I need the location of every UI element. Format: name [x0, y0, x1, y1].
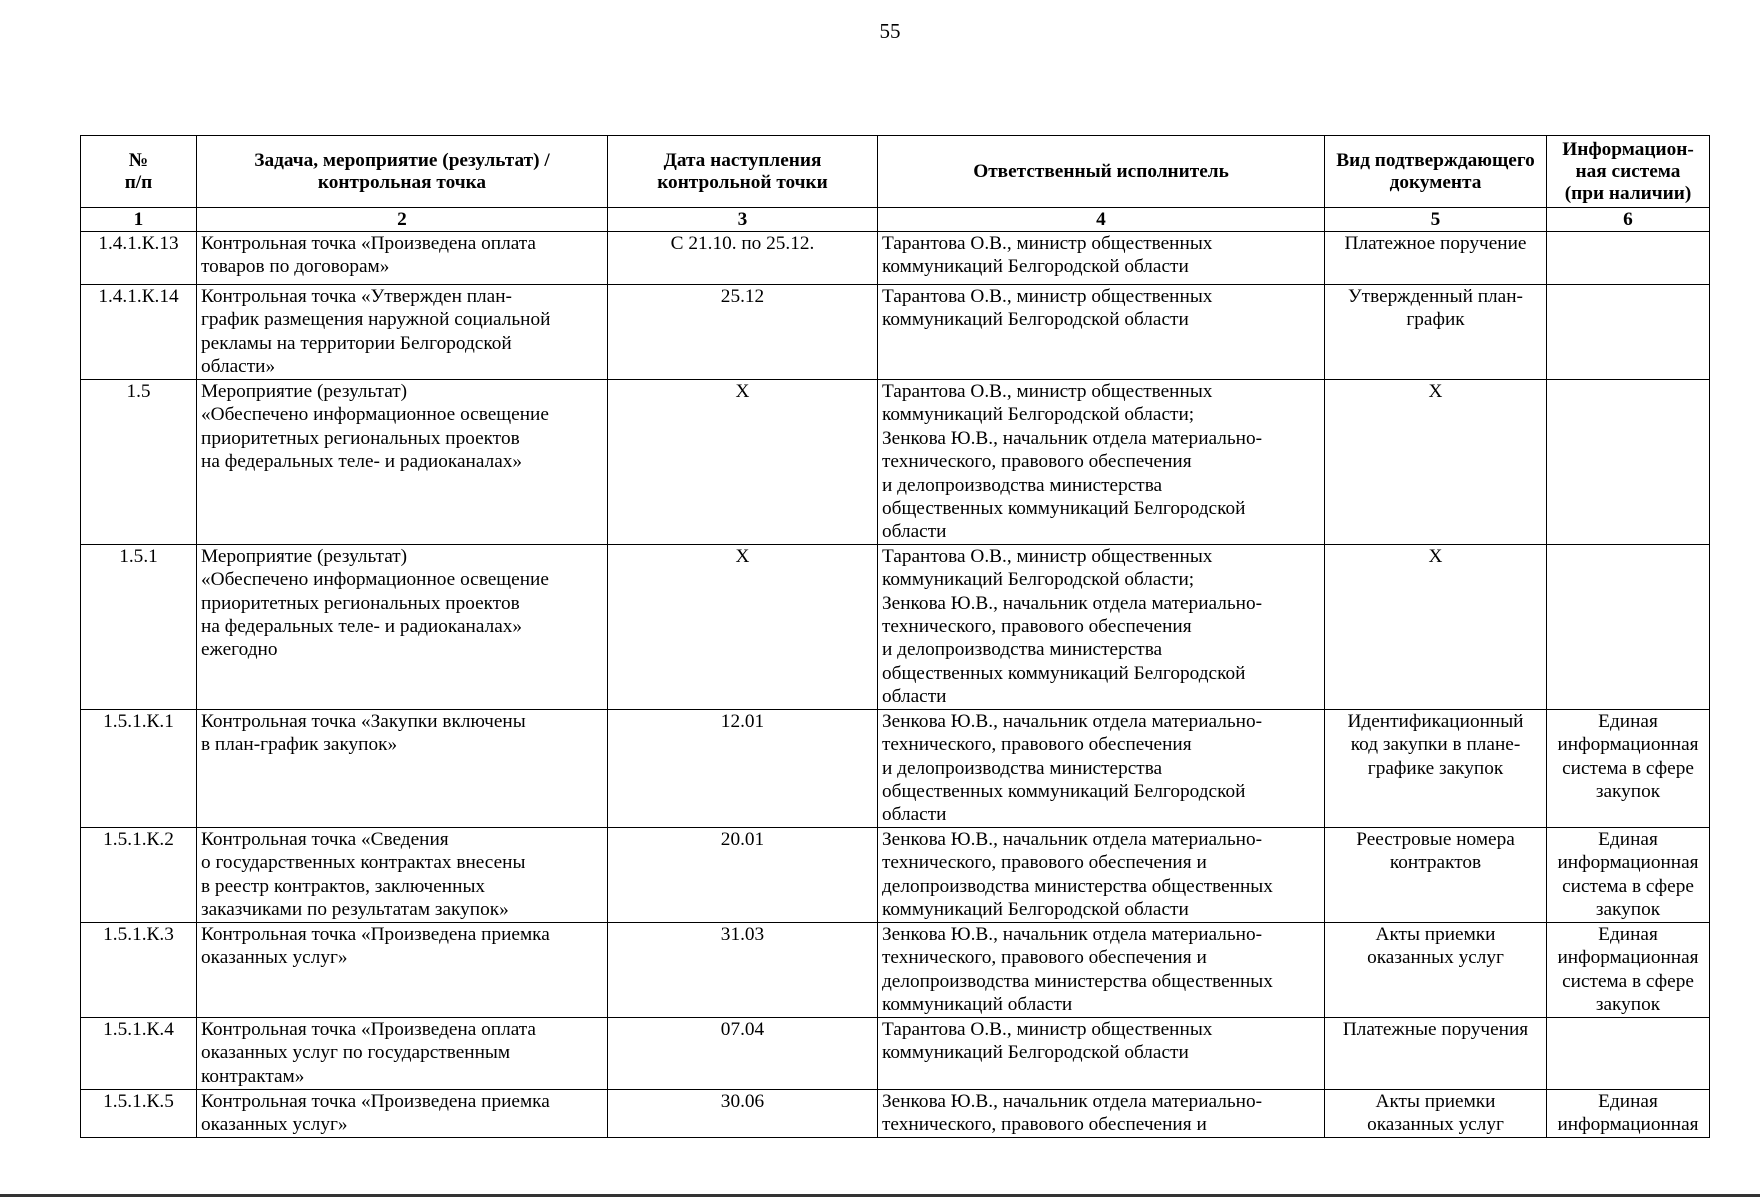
table-header-row	[81, 136, 1710, 208]
row-system: Единая информационная система в сфере закупок	[1547, 827, 1710, 922]
row-document: Платежное поручение	[1325, 232, 1547, 285]
row-number: 1.4.1.К.13	[81, 232, 197, 285]
row-task: Контрольная точка «Произведена приемка оказанных услуг»	[197, 1089, 608, 1137]
header-executor: Ответственный исполнитель	[878, 136, 1325, 208]
row-task: Контрольная точка «Произведена оплата оказанных услуг по государственным контрактам»	[197, 1017, 608, 1089]
row-document: X	[1325, 380, 1547, 545]
row-document: Идентификационный код закупки в плане- графике закупок	[1325, 709, 1547, 827]
row-date: 25.12	[608, 285, 878, 380]
row-task: Мероприятие (результат) «Обеспечено информационное освещение приоритетных региональных проектов на федеральных теле- и радиоканалах»	[197, 380, 608, 545]
row-number: 1.5.1.К.3	[81, 922, 197, 1017]
row-system	[1547, 380, 1710, 545]
row-task: Контрольная точка «Утвержден план- график размещения наружной социальной рекламы на территории Белгородской области»	[197, 285, 608, 380]
row-executor: Тарантова О.В., министр общественных коммуникаций Белгородской области	[878, 285, 1325, 380]
row-document: X	[1325, 544, 1547, 709]
row-number: 1.5	[81, 380, 197, 545]
table-row	[81, 232, 1710, 285]
row-system	[1547, 1017, 1710, 1089]
header-document: Вид подтверждающего документа	[1325, 136, 1547, 208]
row-task: Мероприятие (результат) «Обеспечено информационное освещение приоритетных региональных проектов на федеральных теле- и радиоканалах» ежегодно	[197, 544, 608, 709]
row-task: Контрольная точка «Произведена приемка оказанных услуг»	[197, 922, 608, 1017]
row-system	[1547, 285, 1710, 380]
row-task: Контрольная точка «Произведена оплата товаров по договорам»	[197, 232, 608, 285]
row-date: X	[608, 544, 878, 709]
row-number: 1.5.1.К.2	[81, 827, 197, 922]
row-document: Платежные поручения	[1325, 1017, 1547, 1089]
row-system	[1547, 544, 1710, 709]
row-number: 1.5.1.К.5	[81, 1089, 197, 1137]
column-number: 2	[197, 208, 608, 232]
table-row	[81, 544, 1710, 709]
table-row	[81, 709, 1710, 827]
row-number: 1.5.1	[81, 544, 197, 709]
row-executor: Зенкова Ю.В., начальник отдела материально- технического, правового обеспечения и делопроизводства министерства общественных коммуникаций Белгородской области	[878, 827, 1325, 922]
row-document: Акты приемки оказанных услуг	[1325, 922, 1547, 1017]
row-date: 12.01	[608, 709, 878, 827]
row-executor: Тарантова О.В., министр общественных коммуникаций Белгородской области	[878, 232, 1325, 285]
row-task: Контрольная точка «Закупки включены в план-график закупок»	[197, 709, 608, 827]
row-date: 20.01	[608, 827, 878, 922]
row-date: X	[608, 380, 878, 545]
row-task: Контрольная точка «Сведения о государственных контрактах внесены в реестр контрактов, заключенных заказчиками по результатам закупок»	[197, 827, 608, 922]
table-row	[81, 380, 1710, 545]
table-row	[81, 922, 1710, 1017]
column-number: 5	[1325, 208, 1547, 232]
row-date: 07.04	[608, 1017, 878, 1089]
row-system	[1547, 232, 1710, 285]
table-row	[81, 285, 1710, 380]
row-system: Единая информационная система в сфере закупок	[1547, 709, 1710, 827]
header-date: Дата наступления контрольной точки	[608, 136, 878, 208]
row-number: 1.4.1.К.14	[81, 285, 197, 380]
row-executor: Тарантова О.В., министр общественных коммуникаций Белгородской области	[878, 1017, 1325, 1089]
row-document: Реестровые номера контрактов	[1325, 827, 1547, 922]
row-executor: Зенкова Ю.В., начальник отдела материально- технического, правового обеспечения и	[878, 1089, 1325, 1137]
column-number: 6	[1547, 208, 1710, 232]
row-date: С 21.10. по 25.12.	[608, 232, 878, 285]
row-executor: Тарантова О.В., министр общественных коммуникаций Белгородской области; Зенкова Ю.В., начальник отдела материально- технического, правового обеспечения и делопроизводства министерства общественных коммуникаций Белгородской области	[878, 380, 1325, 545]
row-number: 1.5.1.К.1	[81, 709, 197, 827]
column-number: 4	[878, 208, 1325, 232]
column-number: 1	[81, 208, 197, 232]
page-number: 55	[879, 19, 901, 43]
header-task: Задача, мероприятие (результат) / контрольная точка	[197, 136, 608, 208]
header-system: Информацион- ная система (при наличии)	[1547, 136, 1710, 208]
page-bottom-rule	[0, 1194, 1760, 1197]
row-system: Единая информационная система в сфере закупок	[1547, 922, 1710, 1017]
row-date: 30.06	[608, 1089, 878, 1137]
table-row	[81, 827, 1710, 922]
row-executor: Зенкова Ю.В., начальник отдела материально- технического, правового обеспечения и делопроизводства министерства общественных коммуникаций Белгородской области	[878, 709, 1325, 827]
column-numbers-row	[81, 208, 1710, 232]
table-row	[81, 1017, 1710, 1089]
row-date: 31.03	[608, 922, 878, 1017]
row-document: Утвержденный план- график	[1325, 285, 1547, 380]
row-executor: Тарантова О.В., министр общественных коммуникаций Белгородской области; Зенкова Ю.В., начальник отдела материально- технического, правового обеспечения и делопроизводства министерства общественных коммуникаций Белгородской области	[878, 544, 1325, 709]
column-number: 3	[608, 208, 878, 232]
row-system: Единая информационная	[1547, 1089, 1710, 1137]
table-row	[81, 1089, 1710, 1137]
row-document: Акты приемки оказанных услуг	[1325, 1089, 1547, 1137]
row-executor: Зенкова Ю.В., начальник отдела материально- технического, правового обеспечения и делопроизводства министерства общественных коммуникаций области	[878, 922, 1325, 1017]
row-number: 1.5.1.К.4	[81, 1017, 197, 1089]
header-num: № п/п	[81, 136, 197, 208]
plan-table	[80, 135, 1710, 1138]
